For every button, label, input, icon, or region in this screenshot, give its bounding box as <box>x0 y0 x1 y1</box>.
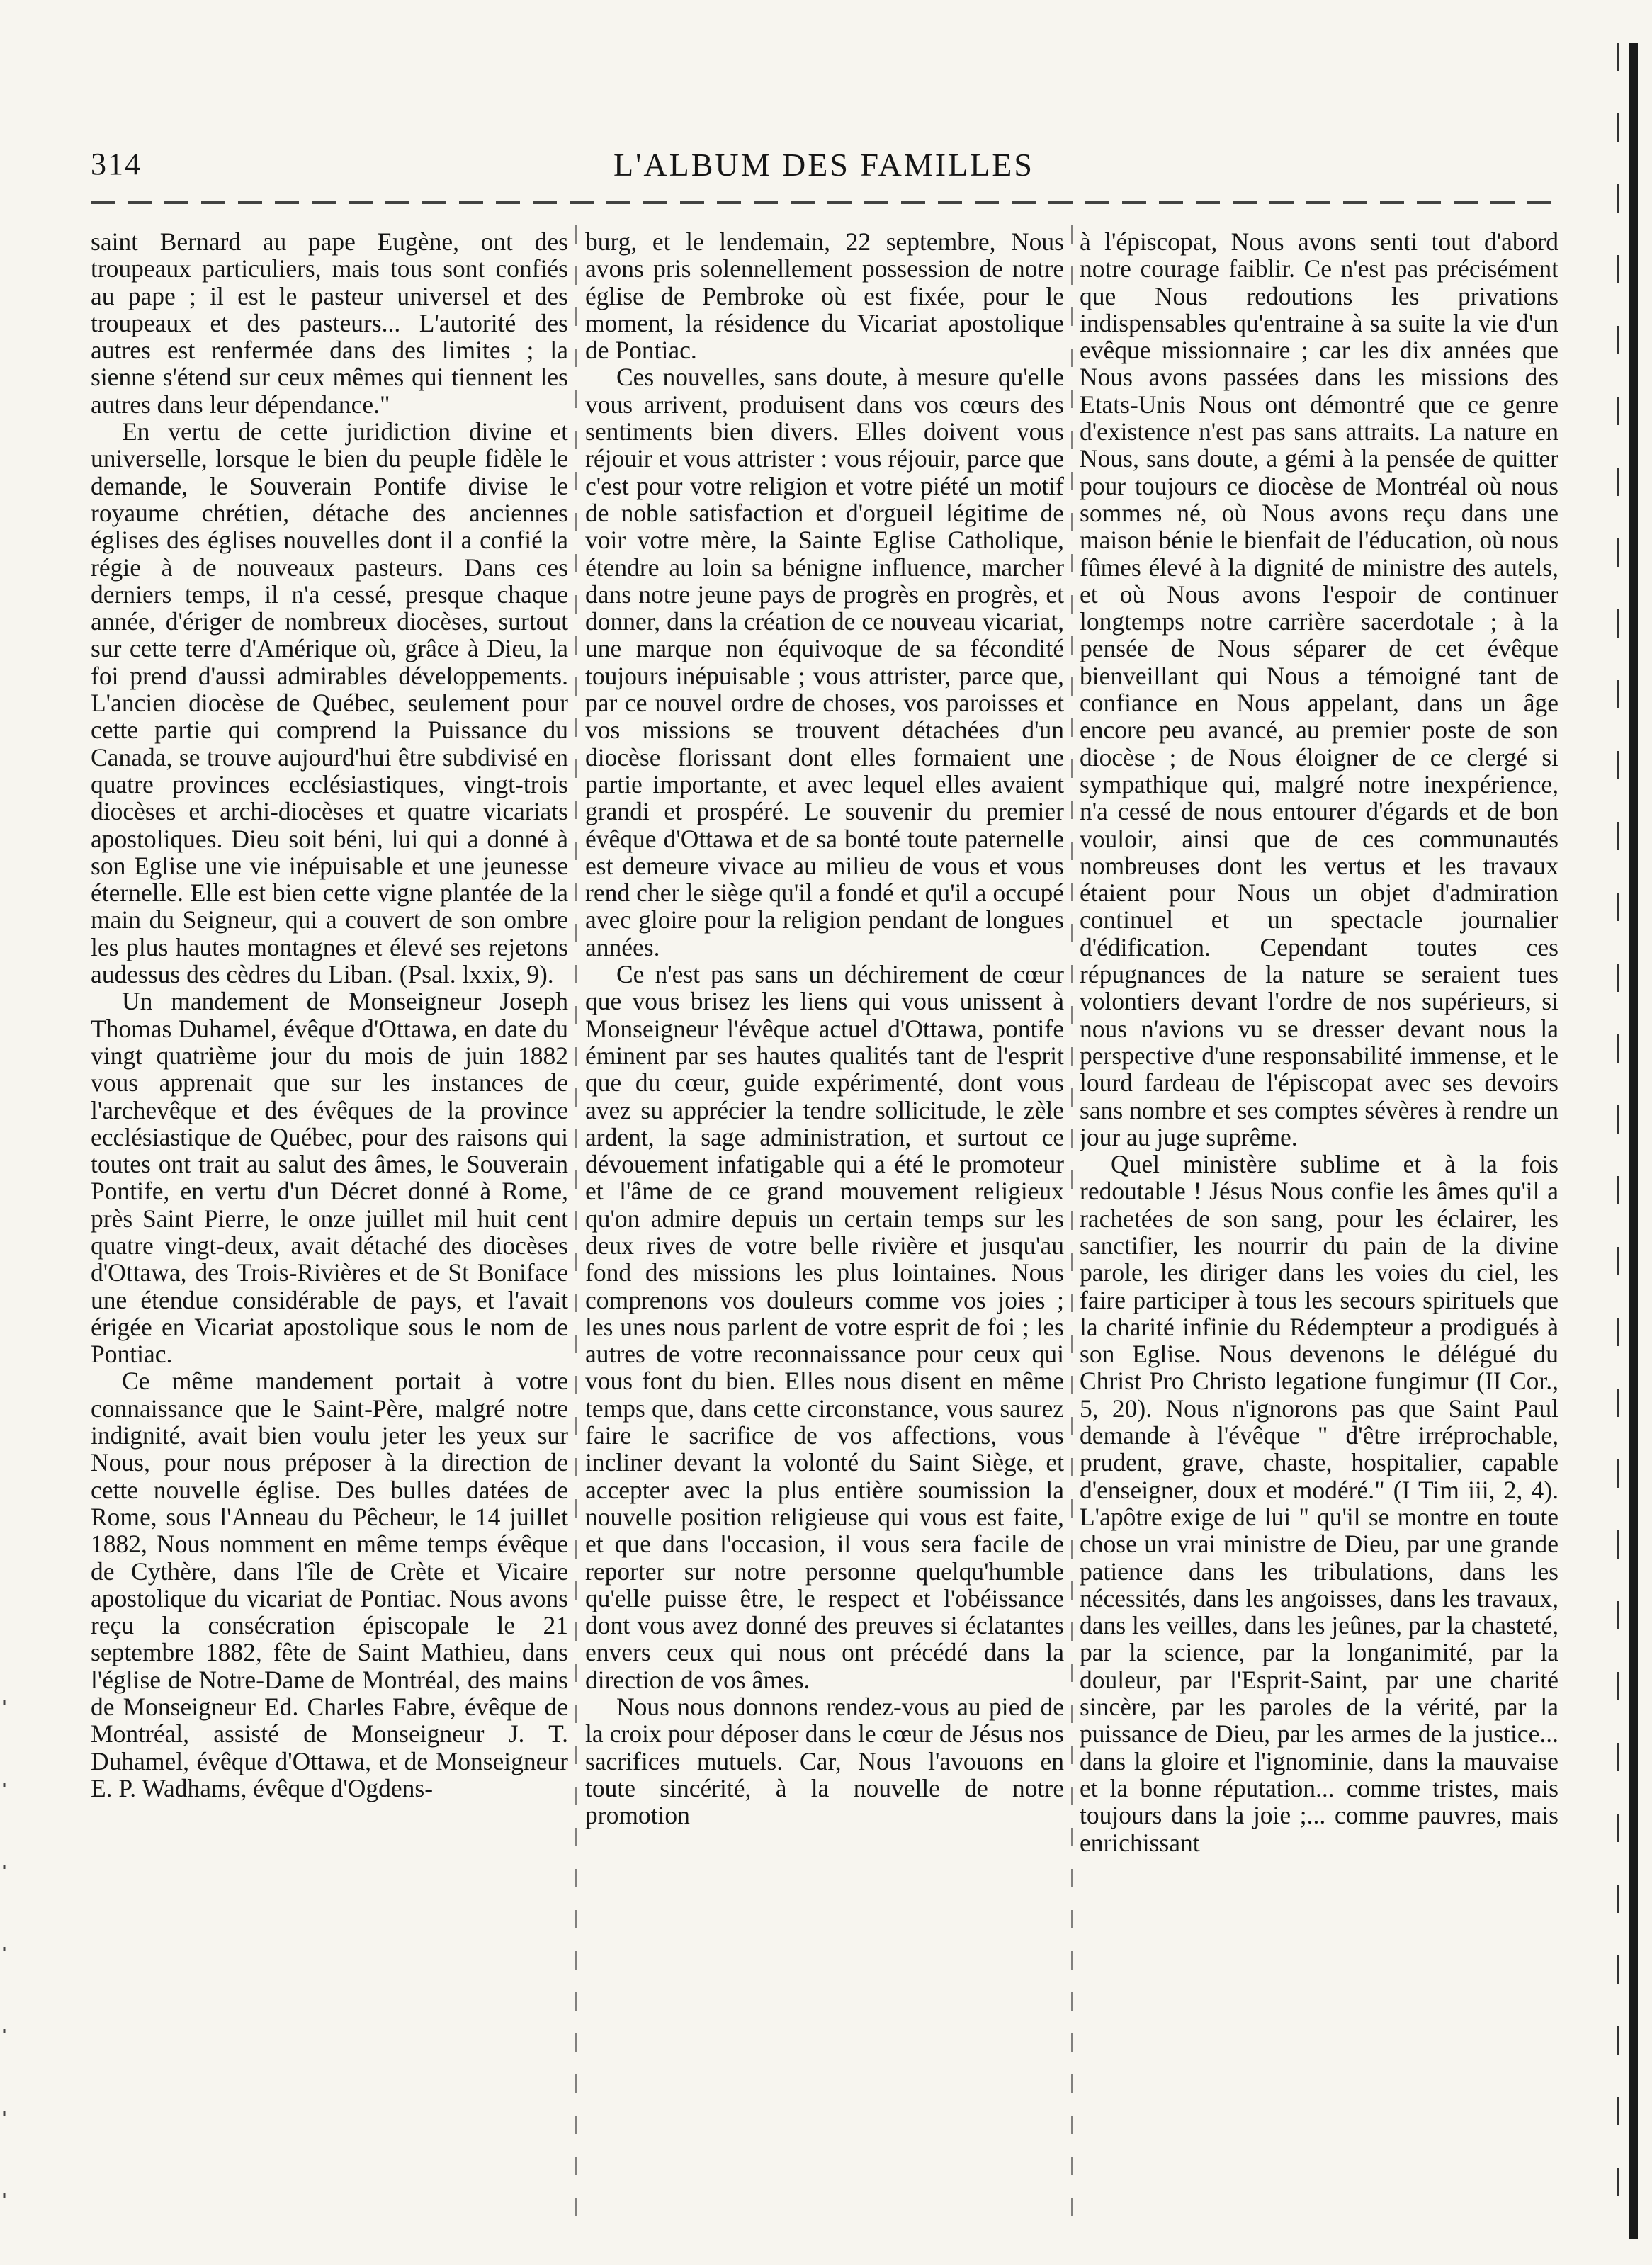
column-divider <box>575 225 577 2230</box>
paragraph: Ces nouvelles, sans doute, à mesure qu'elle vous arrivent, produisent dans vos cœurs des sentiments bien divers. Elles doivent vous réjouir et vous attrister : vous réjouir, parce que c'est pour votre religion et votre piété un motif de noble satisfaction et d'orgueil légitime de voir votre mère, la Sainte Eglise Catholique, étendre au loin sa bénigne influence, marcher dans notre jeune pays de progrès en progrès, et donner, dans la création de ce nouveau vicariat, une marque non équivoque de sa fécondité toujours inépuisable ; vous attrister, parce que, par ce nouvel ordre de choses, vos paroisses et vos missions se trouvent détachées d'un diocèse florissant dont elles formaient une partie importante, et avec lequel elles avaient grandi et prospéré. Le souvenir du premier évêque d'Ottawa et de sa bonté toute paternelle est demeure vivace au milieu de vous et vous rend cher le siège qu'il a fondé et qu'il a occupé avec gloire pour la religion pendant de longues années. <box>585 363 1064 961</box>
paragraph: Un mandement de Monseigneur Joseph Thomas Duhamel, évêque d'Ottawa, en date du vingt quatrième jour du mois de juin 1882 vous apprenait que sur les instances de l'archevêque et des évêques de la province ecclésiastique de Québec, pour des raisons qui toutes ont trait au salut des âmes, le Souverain Pontife, en vertu d'un Décret donné à Rome, près Saint Pierre, le onze juillet mil huit cent quatre vingt-deux, avait détaché des diocèses d'Ottawa, des Trois-Rivières et de St Boniface une étendue considérable de pays, et l'avait érigée en Vicariat apostolique sous le nom de Pontiac. <box>91 987 568 1369</box>
paragraph: Ce n'est pas sans un déchirement de cœur que vous brisez les liens qui vous unissent à Monseigneur l'évêque actuel d'Ottawa, pontife éminent par ses hautes qualités tant de l'esprit que du cœur, guide expérimenté, dont vous avez su apprécier la tendre sollicitude, le zèle ardent, la sage administration, et surtout ce dévouement infatigable qui a été le promoteur et l'âme de ce grand mouvement religieux qu'on admire depuis un certain temps sur les deux rives de votre belle rivière et jusqu'au fond des missions les plus lointaines. Nous comprenons vos douleurs comme vos joies ; les unes nous parlent de votre esprit de foi ; les autres de votre reconnaissance pour ceux qui vous font du bien. Elles nous disent en même temps que, dans cette circonstance, vous saurez faire le sacrifice de vos affections, vous incliner devant la volonté du Saint Siège, et accepter avec la plus entière soumission la nouvelle position religieuse qui vous est faite, et que dans l'occasion, il vous sera facile de reporter sur notre personne quelqu'humble qu'elle puisse être, le respect et l'obéissance dont vous avez donné des preuves si éclatantes envers ceux qui nous ont précédé dans la direction de vos âmes. <box>585 960 1064 1694</box>
page-header <box>91 146 1557 203</box>
paragraph: Nous nous donnons rendez-vous au pied de la croix pour déposer dans le cœur de Jésus nos sacrifices mutuels. Car, Nous l'avouons en toute sincérité, à la nouvelle de notre promotion <box>585 1693 1064 1830</box>
column-divider <box>1071 225 1073 2230</box>
paragraph: à l'épiscopat, Nous avons senti tout d'abord notre courage faiblir. Ce n'est pas précisément que Nous redoutions les privations indispensables qu'entraine à sa suite la vie d'un evêque missionnaire ; car les dix années que Nous avons passées dans les missions des Etats-Unis Nous ont démontré que ce genre d'existence n'est pas sans attraits. La nature en Nous, sans doute, a gémi à la pensée de quitter pour toujours ce diocèse de Montréal où nous sommes né, où Nous avons reçu dans une maison bénie le bienfait de l'éducation, où nous fûmes élevé à la dignité de ministre des autels, et où Nous avons l'espoir de continuer longtemps notre carrière sacerdotale ; à la pensée de Nous séparer de cet évêque bienveillant qui Nous a témoigné tant de confiance en Nous appelant, dans un âge encore peu avancé, au premier poste de son diocèse ; de Nous éloigner de ce clergé si sympathique qui, malgré notre inexpérience, n'a cessé de nous entourer d'égards et de bon vouloir, ainsi que de ces communautés nombreuses dont les vertus et les travaux étaient pour Nous un objet d'admiration continuel et un spectacle journalier d'édification. Cependant toutes ces répugnances de la nature se seraient tues volontiers devant l'ordre de nos supérieurs, si nous n'avions vu se dresser devant nous la perspective d'une responsabilité immense, et le lourd fardeau de l'épiscopat avec ses devoirs sans nombre et ses comptes sévères à rendre un jour au juge suprême. <box>1080 228 1558 1151</box>
running-title: L'ALBUM DES FAMILLES <box>613 147 1034 183</box>
paragraph: En vertu de cette juridiction divine et universelle, lorsque le bien du peuple fidèle le demande, le Souverain Pontife divise le royaume chrétien, détache des anciennes églises des églises nouvelles dont il a confié la régie à de nouveaux pasteurs. Dans ces derniers temps, il n'a cessé, presque chaque année, d'ériger de nombreux diocèses, surtout sur cette terre d'Amérique où, grâce à Dieu, la foi prend d'aussi admirables développements. L'ancien diocèse de Québec, seulement pour cette partie qui comprend la Puissance du Canada, se trouve aujourd'hui être subdivisé en quatre provinces ecclésiastiques, vingt-trois diocèses et archi-diocèses et quatre vicariats apostoliques. Dieu soit béni, lui qui a donné à son Eglise une vie inépuisable et une jeunesse éternelle. Elle est bien cette vigne plantée de la main du Seigneur, qui a couvert de son ombre les plus hautes montagnes et élevé ses rejetons audessus des cèdres du Liban. (Psal. lxxix, 9). <box>91 417 568 989</box>
page-edge-shadow <box>1629 43 1638 2239</box>
text-column-3 <box>1080 228 1558 2240</box>
text-column-2 <box>585 228 1064 2240</box>
text-column-1 <box>91 228 568 2240</box>
header-rule <box>91 201 1563 204</box>
paragraph: burg, et le lendemain, 22 septembre, Nous avons pris solennellement possession de notre église de Pembroke où est fixée, pour le moment, la résidence du Vicariat apostolique de Pontiac. <box>585 228 1064 365</box>
page-number: 314 <box>91 147 142 181</box>
margin-specks <box>0 1700 10 2232</box>
paragraph: Quel ministère sublime et à la fois redoutable ! Jésus Nous confie les âmes qu'il a rachetées de son sang, pour les éclairer, les sanctifier, les nourrir du pain de la divine parole, les diriger dans les voies du ciel, les faire participer à tous les secours spirituels que la charité infinie du Rédempteur a prodigués à son Eglise. Nous devenons le délégué du Christ Pro Christo legatione fungimur (II Cor., 5, 20). Nous n'ignorons pas que Saint Paul demande à l'évêque " d'être irréprochable, prudent, grave, chaste, hospitalier, capable d'enseigner, doux et modéré." (I Tim iii, 2, 4). L'apôtre exige de lui " qu'il se montre en toute chose un vrai ministre de Dieu, par une grande patience dans les tribulations, dans les nécessités, dans les angoisses, dans les travaux, dans les veilles, dans les jeûnes, par la chasteté, par la science, par la longanimité, par la douleur, par l'Esprit-Saint, par une charité sincère, par les paroles de la vérité, par la puissance de Dieu, par les armes de la justice... dans la gloire et l'ignominie, dans la mauvaise et la bonne réputation... comme tristes, mais toujours dans la joie ;... comme pauvres, mais enrichissant <box>1080 1150 1558 1857</box>
paragraph: saint Bernard au pape Eugène, ont des troupeaux particuliers, mais tous sont confiés au pape ; il est le pasteur universel et des troupeaux et des pasteurs... L'autorité des autres est renfermée dans des limites ; la sienne s'étend sur ceux mêmes qui tiennent les autres dans leur dépendance." <box>91 228 568 419</box>
paragraph: Ce même mandement portait à votre connaissance que le Saint-Père, malgré notre indignité, avait bien voulu jeter les yeux sur Nous, pour nous préposer à la direction de cette nouvelle église. Des bulles datées de Rome, sous l'Anneau du Pêcheur, le 14 juillet 1882, Nous nomment en même temps évêque de Cythère, dans l'île de Crète et Vicaire apostolique du vicariat de Pontiac. Nous avons reçu la consécration épiscopale le 21 septembre 1882, fête de Saint Mathieu, dans l'église de Notre-Dame de Montréal, des mains de Monseigneur Ed. Charles Fabre, évêque de Montréal, assisté de Monseigneur J. T. Duhamel, évêque d'Ottawa, et de Monseigneur E. P. Wadhams, évêque d'Ogdens- <box>91 1367 568 1802</box>
page-edge-marks <box>1594 43 1622 2239</box>
